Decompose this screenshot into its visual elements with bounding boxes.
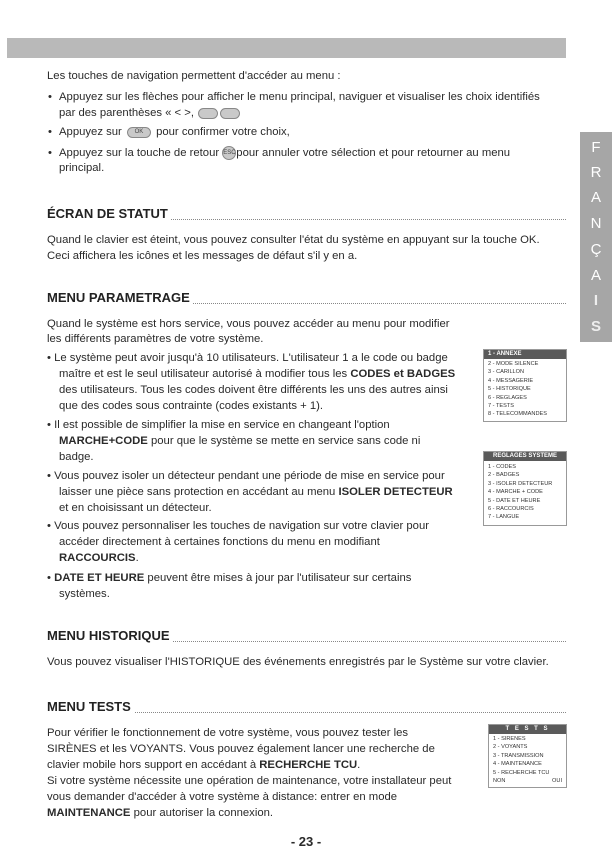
menu-screen-item: 6 - REGLAGES [488,394,527,401]
bold-run: MAINTENANCE [47,807,131,819]
text-run: laisser une pièce sans protection en accédant au menu [59,486,336,498]
menu-screen-item: 4 - MARCHE + CODE [488,489,543,496]
param-p1-line-2 [59,366,455,382]
nav-intro-text: Les touches de navigation permettent d'accéder au menu : [47,70,341,82]
tests-line-1: Pour vérifier le fonctionnement de votre système, vous pouvez tester les [47,727,409,739]
menu-screen-item: 2 - VOYANTS [493,744,528,751]
heading-text: MENU HISTORIQUE [47,628,173,643]
reglages-menu-screen [483,451,567,526]
menu-screen-item: 7 - TESTS [488,403,515,410]
tests-menu-screen [488,724,567,788]
bold-run: ISOLER DETECTEUR [338,486,453,498]
param-p4-line-1: • Vous pouvez personnaliser les touches de navigation sur votre clavier pour [47,520,429,532]
param-p1-line-4: que des codes sous contrainte (codes existants + 1). [59,400,324,412]
menu-screen-item: 1 - CODES [488,464,516,470]
param-intro-1: Quand le système est hors service, vous pouvez accéder au menu pour modifier [47,318,450,330]
param-p3-line-3: et en choisissant un détecteur. [59,502,212,514]
section-heading-parametrage [47,290,566,308]
text-run: peuvent être mises à jour par l'utilisateur sur certains [144,572,412,584]
menu-screen-item: 5 - RECHERCHE TCU [493,769,550,776]
heading-text: MENU PARAMETRAGE [47,290,193,305]
menu-screen-item: 5 - HISTORIQUE [488,386,531,393]
text-run: . [135,552,139,564]
tests-line-2: SIRÈNES et les VOYANTS. Vous pouvez également lancer une recherche de [47,743,435,755]
tab-letter: I [593,292,599,309]
menu-screen-item: 4 - MESSAGERIE [488,377,534,384]
bullet-dot: • [48,126,52,138]
language-tab [580,132,612,342]
section-heading-tests [47,699,566,717]
text-run: clavier mobile hors support en accédant à [47,759,257,771]
param-p3-line-1: • Vous pouvez isoler un détecteur pendant une période de mise en service pour [47,470,445,482]
bullet-dot: • [47,572,51,584]
menu-screen-item: 3 - TRANSMISSION [493,752,544,759]
tab-letter: Ç [590,241,602,258]
right-arrow-key-icon [220,108,240,119]
param-p3-line-2 [59,484,453,500]
tab-letter: S [590,318,601,335]
statut-line-1: Quand le clavier est éteint, vous pouvez consulter l'état du système en appuyant sur la touche OK. [47,234,540,246]
param-p4-line-2: accéder directement à certaines fonctions du menu en modifiant [59,536,380,548]
nav-bullet-1-line-2 [59,105,241,121]
heading-text: ÉCRAN DE STATUT [47,206,171,221]
menu-screen-item: 2 - MODE SILENCE [488,361,539,367]
param-p5-line-1 [47,570,411,586]
back-key-icon: ESC [222,146,236,160]
nav-bullet-3-line-1 [59,145,510,161]
statut-line-2: Ceci affichera les icônes et les messages de défaut s'il y en a. [47,250,358,262]
bold-run: MARCHE+CODE [59,435,148,447]
bold-run: RACCOURCIS [59,552,136,564]
menu-screen-item: 3 - CARILLON [488,369,525,376]
bold-run: CODES et BADGES [350,368,456,380]
section-heading-historique [47,628,566,646]
tests-line-3 [47,757,360,773]
nav-bullet-2 [59,124,290,140]
menu-screen-choice-row [489,777,566,785]
param-p4-line-3 [59,550,139,566]
menu-screen-title: REGLAGES SYSTEME [484,452,566,461]
section-heading-statut [47,206,566,224]
bullet-dot: • [48,91,52,103]
tests-line-5: vous demander d'accéder à votre système à distance: entrer en mode [47,791,398,803]
nav-bullet-3-pre: Appuyez sur la touche de retour [59,147,220,159]
tab-letter: R [590,164,602,181]
menu-screen-item: 2 - BADGES [488,472,520,479]
ok-key-icon: OK [127,127,151,138]
choice-oui: OUI [552,778,562,785]
bullet-dot: • [48,147,52,159]
menu-screen-title: 1 - ANNEXE [484,350,566,359]
tab-letter: N [590,215,602,232]
menu-screen-title: T E S T S [489,725,566,734]
param-p2-line-2 [59,433,420,449]
param-p1-line-3: des utilisateurs. Tous les codes doivent être différents les uns des autres ainsi [59,384,448,396]
annexe-menu-screen [483,349,567,422]
menu-screen-item: 1 - SIRENES [493,736,526,742]
menu-screen-item: 8 - TELECOMMANDES [488,411,547,418]
page-number: - 23 - [290,834,322,849]
nav-bullet-1-line-1: Appuyez sur les flèches pour afficher le menu principal, naviguer et visualiser les choix identifiés [59,91,540,103]
nav-bullet-2-pre: Appuyez sur [59,126,122,138]
param-p2-line-3: badge. [59,451,94,463]
param-p2-line-1: • Il est possible de simplifier la mise en service en changeant l'option [47,419,390,431]
bold-run: RECHERCHE TCU [259,759,358,771]
menu-screen-item: 3 - ISOLER DETECTEUR [488,480,553,487]
tab-letter: F [591,139,601,156]
text-run: maître et est le seul utilisateur autorisé à modifier tous les [59,368,348,380]
text-run: pour autoriser la connexion. [130,807,274,819]
bold-run: DATE ET HEURE [54,572,145,584]
tab-letter: A [590,189,601,206]
param-p1-line-1: • Le système peut avoir jusqu'à 10 utilisateurs. L'utilisateur 1 a le code ou badge [47,352,448,364]
tab-letter: A [590,267,601,284]
menu-screen-item: 6 - RACCOURCIS [488,506,534,513]
text-run: . [357,759,361,771]
param-intro-2: les différents paramètres de votre système. [47,333,264,345]
nav-bullet-2-post: pour confirmer votre choix, [156,126,290,138]
menu-screen-item: 4 - MAINTENANCE [493,761,542,768]
heading-text: MENU TESTS [47,699,134,714]
header-bar [7,38,566,58]
tests-line-6 [47,805,273,821]
menu-screen-item: 5 - DATE ET HEURE [488,497,541,504]
text-run: pour que le système se mette en service sans code ni [147,435,421,447]
param-p5-line-2: systèmes. [59,588,110,600]
tests-line-4: Si votre système nécessite une opération de maintenance, votre installateur peut [47,775,452,787]
historique-line-1: Vous pouvez visualiser l'HISTORIQUE des événements enregistrés par le Système sur votre clavier. [47,656,549,668]
nav-bullet-3-post: pour annuler votre sélection et pour retourner au menu [236,147,511,159]
left-arrow-key-icon [198,108,218,119]
nav-bullet-3-line-2: principal. [59,162,105,174]
menu-screen-item: 7 - LANGUE [488,514,520,521]
nav-bullet-1-text: par des parenthèses « < >, [59,107,195,119]
choice-non: NON [493,778,506,785]
